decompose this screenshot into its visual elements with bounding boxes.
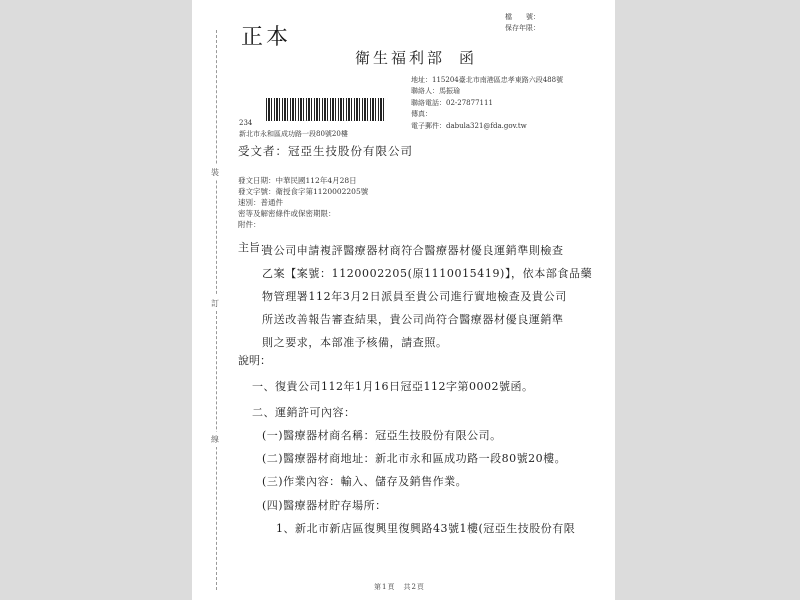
issue-date: 發文日期：中華民國112年4月28日	[238, 176, 357, 185]
original-copy-seal: 正本	[241, 25, 292, 50]
subject-line: 乙案【案號：1120002205(原1110015419)】，依本部食品藥	[262, 267, 593, 280]
explanation-subitem: (二)醫療器材商地址：新北市永和區成功路一段80號20樓。	[262, 452, 567, 465]
subject-line: 則之要求，本部准予核備，請查照。	[262, 336, 448, 349]
contact-block	[411, 75, 563, 132]
explanation-label: 說明：	[238, 354, 271, 367]
explanation-subitem: (一)醫療器材商名稱：冠亞生技股份有限公司。	[262, 429, 502, 442]
binding-mark: 裝	[211, 165, 219, 180]
file-info	[505, 12, 540, 34]
issue-number: 發文字號：衛授食字第1120002205號	[238, 187, 369, 196]
contact-person: 聯絡人：馬振瑜	[411, 87, 460, 96]
explanation-subitem: (四)醫療器材貯存場所：	[262, 499, 387, 512]
binding-mark: 訂	[211, 296, 219, 311]
explanation-item: 二、運銷許可內容：	[252, 406, 356, 419]
contact-email: 電子郵件：dabula321@fda.gov.tw	[411, 121, 527, 130]
delivery-speed: 速別：普通件	[238, 198, 283, 207]
agency-title	[355, 47, 477, 68]
binding-mark: 線	[211, 432, 219, 447]
explanation-subitem: (三)作業內容：輸入、儲存及銷售作業。	[262, 475, 468, 488]
secrecy-level: 密等及解密條件或保密期限：	[238, 209, 336, 218]
contact-address: 地址：115204臺北市南港區忠孝東路六段488號	[411, 76, 564, 84]
contact-fax: 傳真：	[411, 110, 432, 119]
postal-block	[239, 118, 348, 140]
subject-body	[262, 239, 592, 354]
document-type: 函	[459, 49, 478, 67]
contact-phone: 聯絡電話：02-27877111	[411, 98, 493, 107]
subject-label: 主旨：	[238, 241, 271, 254]
page-footer: 第1頁 共2頁	[374, 583, 425, 591]
retention-label: 保存年限：	[505, 24, 540, 32]
explanation-subitem: 1、新北市新店區復興里復興路43號1樓(冠亞生技股份有限	[276, 522, 576, 535]
postal-address: 新北市永和區成功路一段80號20樓	[239, 130, 348, 138]
subject-line: 貴公司申請複評醫療器材商符合醫療器材優良運銷準則檢查	[262, 244, 564, 257]
explanation-item: 一、復貴公司112年1月16日冠亞112字第0002號函。	[252, 380, 534, 393]
attachment: 附件：	[238, 220, 261, 229]
recipient: 受文者：冠亞生技股份有限公司	[238, 144, 413, 158]
subject-line: 物管理署112年3月2日派員至貴公司進行實地檢查及貴公司	[262, 290, 567, 303]
issue-meta	[238, 175, 368, 230]
agency-name: 衛生福利部	[355, 49, 446, 67]
subject-line: 所送改善報告審查結果，貴公司尚符合醫療器材優良運銷準	[262, 313, 564, 326]
postal-code: 234	[239, 119, 253, 127]
file-number-label: 檔 號：	[505, 13, 540, 21]
